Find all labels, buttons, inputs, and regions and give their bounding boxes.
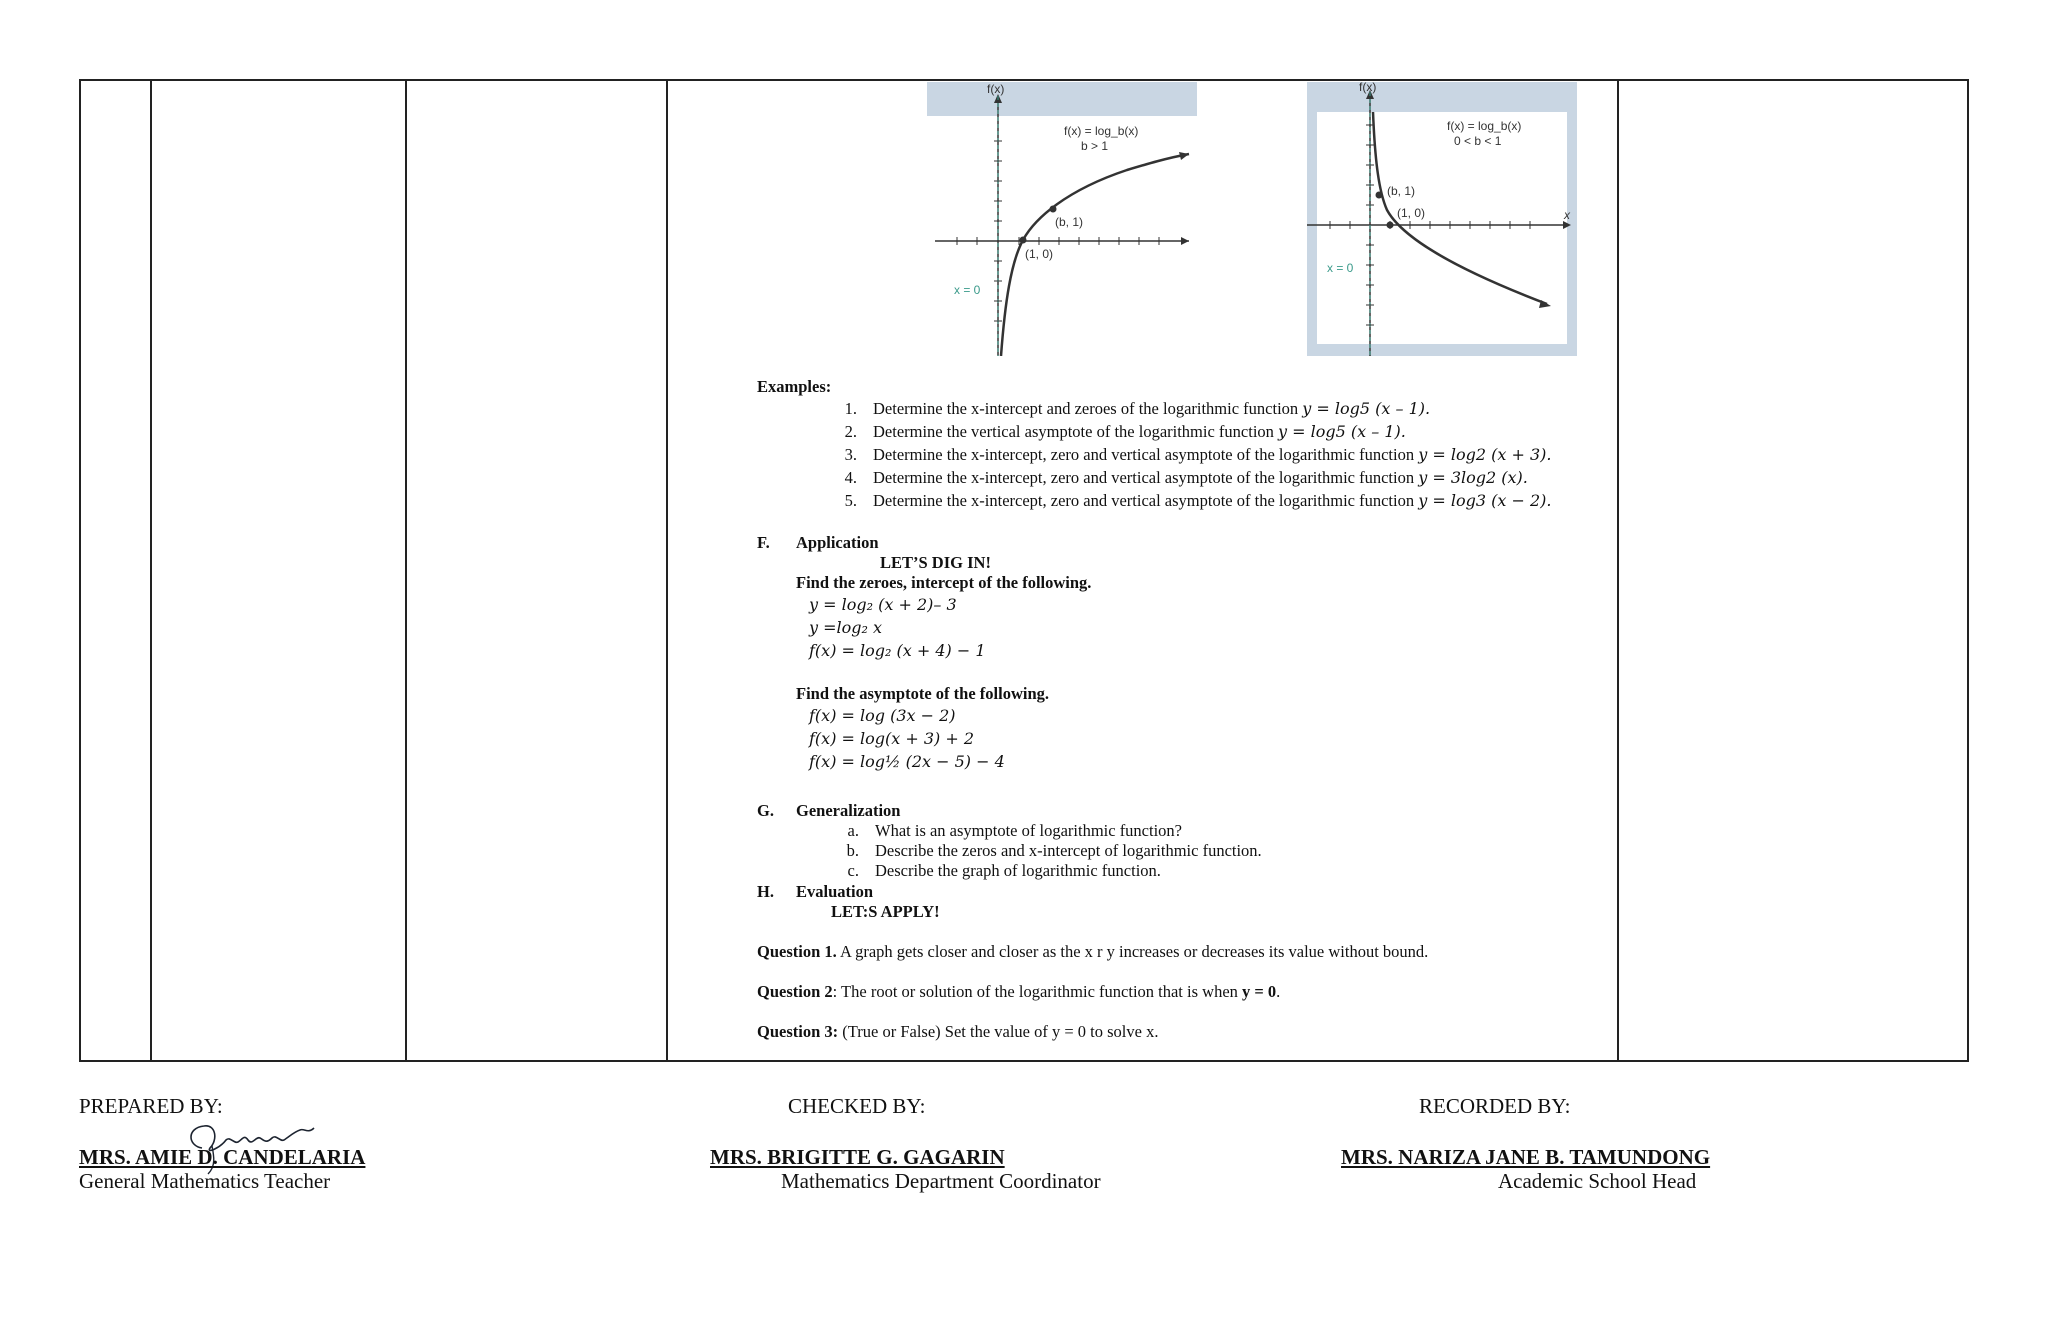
lesson-content-cell [757, 81, 1693, 1060]
log-graph-increasing [927, 82, 1197, 356]
generalization-letter: a. [847, 821, 859, 840]
section-letter: H. [757, 882, 774, 901]
prepared-by-label: PREPARED BY: [79, 1094, 223, 1118]
point-one-label: (1, 0) [1025, 247, 1054, 261]
asymptote-equation: f(x) = log (3x − 2) [809, 706, 956, 725]
graph-y-axis-label: f(x) [1359, 82, 1377, 94]
example-item: Determine the x-intercept, zero and vertical asymptote of the logarithmic function y = log2 (x + 3). [873, 445, 1552, 464]
example-number: 3. [844, 445, 857, 464]
column-divider [405, 81, 407, 1060]
zeroes-equation: y = log₂ (x + 2)– 3 [809, 595, 957, 614]
asymptote-equation: f(x) = log(x + 3) + 2 [809, 729, 975, 748]
generalization-title: Generalization [796, 801, 901, 820]
log-graph-decreasing [1307, 82, 1577, 356]
recorded-name: MRS. NARIZA JANE B. TAMUNDONG [1341, 1145, 1711, 1169]
asymptote-equation: f(x) = log½ (2x − 5) − 4 [809, 752, 1005, 771]
point-b-label: (b, 1) [1055, 215, 1084, 229]
application-subtitle: LET’S DIG IN! [880, 553, 991, 572]
question-1: Question 1. A graph gets closer and closer as the x r y increases or decreases its value without bound. [757, 942, 1429, 961]
section-letter: G. [757, 801, 774, 820]
generalization-letter: b. [846, 841, 859, 860]
recorded-by-label: RECORDED BY: [1419, 1094, 1571, 1118]
zeroes-equation: f(x) = log₂ (x + 4) − 1 [809, 641, 986, 660]
point-b-label: (b, 1) [1387, 184, 1416, 198]
example-item: Determine the x-intercept, zero and vertical asymptote of the logarithmic function y = 3log2 (x). [873, 468, 1528, 487]
generalization-item: Describe the zeros and x-intercept of logarithmic function. [875, 841, 1262, 860]
graph-formula: f(x) = log_b(x) [1447, 119, 1522, 133]
question-2: Question 2: The root or solution of the logarithmic function that is when y = 0. [757, 982, 1281, 1001]
examples-heading: Examples: [757, 377, 832, 396]
column-divider [150, 81, 152, 1060]
application-title: Application [796, 533, 879, 552]
checked-name: MRS. BRIGITTE G. GAGARIN [710, 1145, 1005, 1169]
graph-condition: b > 1 [1081, 139, 1109, 153]
asymptote-label: x = 0 [1327, 261, 1354, 275]
prepared-name: MRS. AMIE D. CANDELARIA [79, 1145, 366, 1169]
asymptote-heading: Find the asymptote of the following. [796, 684, 1049, 703]
example-number: 2. [844, 422, 857, 441]
recorded-role: Academic School Head [1498, 1169, 1697, 1193]
evaluation-subtitle: LET:S APPLY! [831, 902, 940, 921]
point-one-label: (1, 0) [1397, 206, 1426, 220]
evaluation-title: Evaluation [796, 882, 874, 901]
graph-x-axis-label: x [1564, 208, 1570, 222]
section-letter: F. [757, 533, 770, 552]
generalization-item: Describe the graph of logarithmic function. [875, 861, 1161, 880]
example-number: 4. [844, 468, 857, 487]
zeroes-heading: Find the zeroes, intercept of the following. [796, 573, 1092, 592]
example-item: Determine the x-intercept and zeroes of the logarithmic function y = log5 (x – 1). [873, 399, 1431, 418]
checked-role: Mathematics Department Coordinator [781, 1169, 1101, 1193]
checked-by-label: CHECKED BY: [788, 1094, 926, 1118]
graph-formula: f(x) = log_b(x) [1064, 124, 1139, 138]
example-item: Determine the x-intercept, zero and vertical asymptote of the logarithmic function y = log3 (x − 2). [873, 491, 1552, 510]
zeroes-equation: y =log₂ x [809, 618, 883, 637]
column-divider [666, 81, 668, 1060]
graph-y-axis-label: f(x) [987, 82, 1005, 96]
lesson-plan-table [79, 79, 1969, 1062]
question-3: Question 3: (True or False) Set the value of y = 0 to solve x. [757, 1022, 1159, 1041]
example-number: 5. [844, 491, 857, 510]
example-number: 1. [844, 399, 857, 418]
generalization-item: What is an asymptote of logarithmic function? [875, 821, 1182, 840]
asymptote-label: x = 0 [954, 283, 981, 297]
graph-condition: 0 < b < 1 [1454, 134, 1502, 148]
prepared-role: General Mathematics Teacher [79, 1169, 331, 1193]
example-item: Determine the vertical asymptote of the logarithmic function y = log5 (x – 1). [873, 422, 1406, 441]
generalization-letter: c. [847, 861, 859, 880]
